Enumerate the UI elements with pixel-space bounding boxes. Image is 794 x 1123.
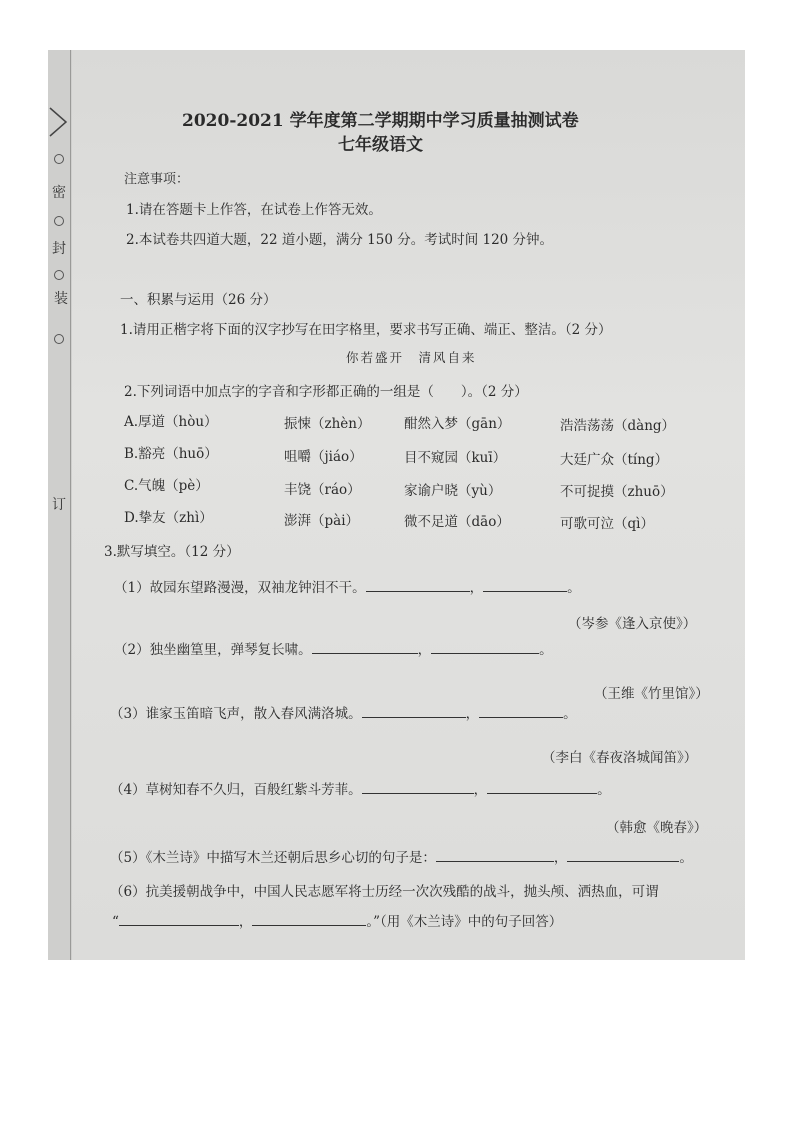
fill-line-1: （1）故园东望路漫漫，双袖龙钟泪不干。 ， 。 bbox=[114, 576, 581, 596]
option-a-word-1: A.厚道（hòu） bbox=[124, 414, 218, 430]
fill-line-3-text: （3）谁家玉笛暗飞声，散入春风满洛城。 bbox=[110, 706, 362, 722]
answer-blank[interactable] bbox=[431, 639, 539, 654]
answer-blank[interactable] bbox=[479, 703, 563, 718]
fill-line-5: （5）《木兰诗》中描写木兰还朝后思乡心切的句子是： ， 。 bbox=[110, 846, 693, 866]
seal-char-feng: 封 bbox=[52, 241, 66, 257]
fill-line-4-text: （4）草树知春不久归，百般红紫斗芳菲。 bbox=[110, 782, 362, 798]
seal-char-mi: 密 bbox=[52, 185, 66, 201]
exam-title: 2020-2021 学年度第二学期期中学习质量抽测试卷 bbox=[182, 111, 579, 131]
exam-paper-photo bbox=[48, 50, 745, 960]
seal-circle bbox=[54, 270, 64, 280]
question-1: 1.请用正楷字将下面的汉字抄写在田字格里，要求书写正确、端正、整洁。（2 分） bbox=[120, 322, 612, 338]
question-2: 2.下列词语中加点字的字音和字形都正确的一组是（ ）。（2 分） bbox=[124, 384, 528, 400]
fill-line-4: （4）草树知春不久归，百般红紫斗芳菲。 ， 。 bbox=[110, 778, 611, 798]
seal-char-zhuang: 装 bbox=[54, 291, 68, 307]
option-a-word-4: 浩浩荡荡（dàng） bbox=[560, 418, 676, 434]
answer-blank[interactable] bbox=[312, 639, 418, 654]
exam-subtitle: 七年级语文 bbox=[338, 135, 423, 155]
option-c-word-3: 家谕户晓（yù） bbox=[404, 483, 502, 499]
answer-blank[interactable] bbox=[252, 911, 366, 926]
answer-blank[interactable] bbox=[436, 847, 554, 862]
option-d-word-1: D.挚友（zhì） bbox=[124, 510, 213, 526]
seal-circle bbox=[54, 216, 64, 226]
option-d-word-3: 微不足道（dāo） bbox=[404, 514, 510, 530]
option-b-word-4: 大廷广众（tíng） bbox=[560, 452, 669, 468]
option-b-word-2: 咀嚼（jiáo） bbox=[284, 449, 363, 465]
option-c-word-2: 丰饶（ráo） bbox=[284, 482, 361, 498]
copy-text: 你若盛开 清风自来 bbox=[346, 350, 477, 365]
seal-char-ding: 订 bbox=[52, 497, 66, 513]
fill-line-5-text: （5）《木兰诗》中描写木兰还朝后思乡心切的句子是： bbox=[110, 850, 436, 866]
fill-line-6: （6）抗美援朝战争中，中国人民志愿军将士历经一次次残酷的战斗，抛头颅、洒热血，可谓 bbox=[110, 884, 659, 900]
answer-blank[interactable] bbox=[567, 847, 679, 862]
option-c-word-1: C.气魄（pè） bbox=[124, 478, 209, 494]
fill-line-2-source: （王维《竹里馆》） bbox=[594, 686, 709, 702]
option-d-word-2: 澎湃（pài） bbox=[284, 513, 360, 529]
seal-circle bbox=[54, 334, 64, 344]
notice-heading: 注意事项： bbox=[124, 172, 190, 187]
fill-line-4-source: （韩愈《晚春》） bbox=[606, 820, 708, 836]
fill-line-6-suffix: 。”（用《木兰诗》中的句子回答） bbox=[366, 914, 563, 930]
option-a-word-3: 酣然入梦（gān） bbox=[404, 416, 511, 432]
notice-item-2: 2.本试卷共四道大题，22 道小题，满分 150 分。考试时间 120 分钟。 bbox=[126, 232, 554, 248]
option-a-word-2: 振悚（zhèn） bbox=[284, 416, 371, 432]
binding-line bbox=[70, 50, 71, 960]
option-d-word-4: 可歌可泣（qì） bbox=[560, 516, 654, 532]
fill-line-2-text: （2）独坐幽篁里，弹琴复长啸。 bbox=[114, 642, 312, 658]
section-heading: 一、积累与运用（26 分） bbox=[120, 292, 277, 308]
option-b-word-1: B.豁亮（huō） bbox=[124, 446, 218, 462]
seal-circle bbox=[54, 154, 64, 164]
fill-line-1-source: （岑参《逢入京使》） bbox=[568, 616, 697, 632]
question-3: 3.默写填空。（12 分） bbox=[104, 544, 240, 560]
option-c-word-4: 不可捉摸（zhuō） bbox=[560, 484, 674, 500]
option-b-word-3: 目不窥园（kuī） bbox=[404, 450, 507, 466]
answer-blank[interactable] bbox=[362, 779, 474, 794]
answer-blank[interactable] bbox=[119, 911, 239, 926]
fill-line-6-cont: “ ， 。”（用《木兰诗》中的句子回答） bbox=[112, 910, 562, 930]
open-quote: “ bbox=[112, 914, 119, 930]
fill-line-2: （2）独坐幽篁里，弹琴复长啸。 ， 。 bbox=[114, 638, 553, 658]
fill-line-1-text: （1）故园东望路漫漫，双袖龙钟泪不干。 bbox=[114, 580, 366, 596]
answer-blank[interactable] bbox=[366, 577, 470, 592]
answer-blank[interactable] bbox=[487, 779, 597, 794]
fill-line-3: （3）谁家玉笛暗飞声，散入春风满洛城。 ， 。 bbox=[110, 702, 577, 722]
fill-line-3-source: （李白《春夜洛城闻笛》） bbox=[542, 750, 698, 766]
answer-blank[interactable] bbox=[483, 577, 567, 592]
notice-item-1: 1.请在答题卡上作答，在试卷上作答无效。 bbox=[126, 202, 382, 218]
answer-blank[interactable] bbox=[362, 703, 466, 718]
binding-mark-icon bbox=[48, 102, 70, 142]
